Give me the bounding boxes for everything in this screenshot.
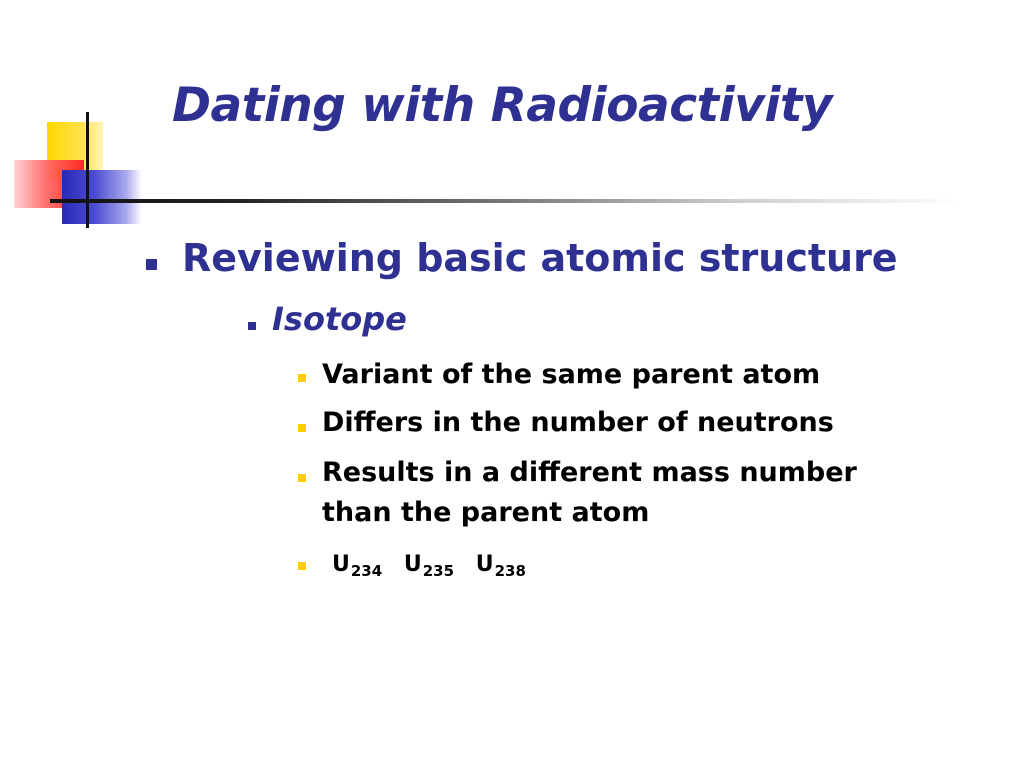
isotope-list [332,552,526,580]
deco-blue-square [62,170,142,224]
title-underline [50,199,960,203]
bullet-level2-text: Isotope [272,300,407,338]
bullet-level1-text: Reviewing basic atomic structure [182,236,898,280]
bullet-level3-text: Results in a different mass number [322,457,857,488]
bullet-square-icon [298,474,306,482]
isotope-u234: $U_{234}$ [332,552,383,580]
bullet-square-icon [298,374,306,382]
bullet-square-icon [146,259,157,270]
bullet-square-icon [298,424,306,432]
bullet-level3-text: Differs in the number of neutrons [322,407,834,438]
isotope-u235: $U_{235}$ [403,552,455,580]
bullet-level3-text-continued: than the parent atom [322,497,650,528]
slide-title: Dating with Radioactivity [172,78,833,133]
bullet-square-icon [298,562,306,570]
bullet-level3-text: Variant of the same parent atom [322,359,821,390]
isotope-u238: $U_{238}$ [475,552,526,580]
deco-vertical-line [86,112,89,228]
bullet-square-icon [248,322,256,330]
